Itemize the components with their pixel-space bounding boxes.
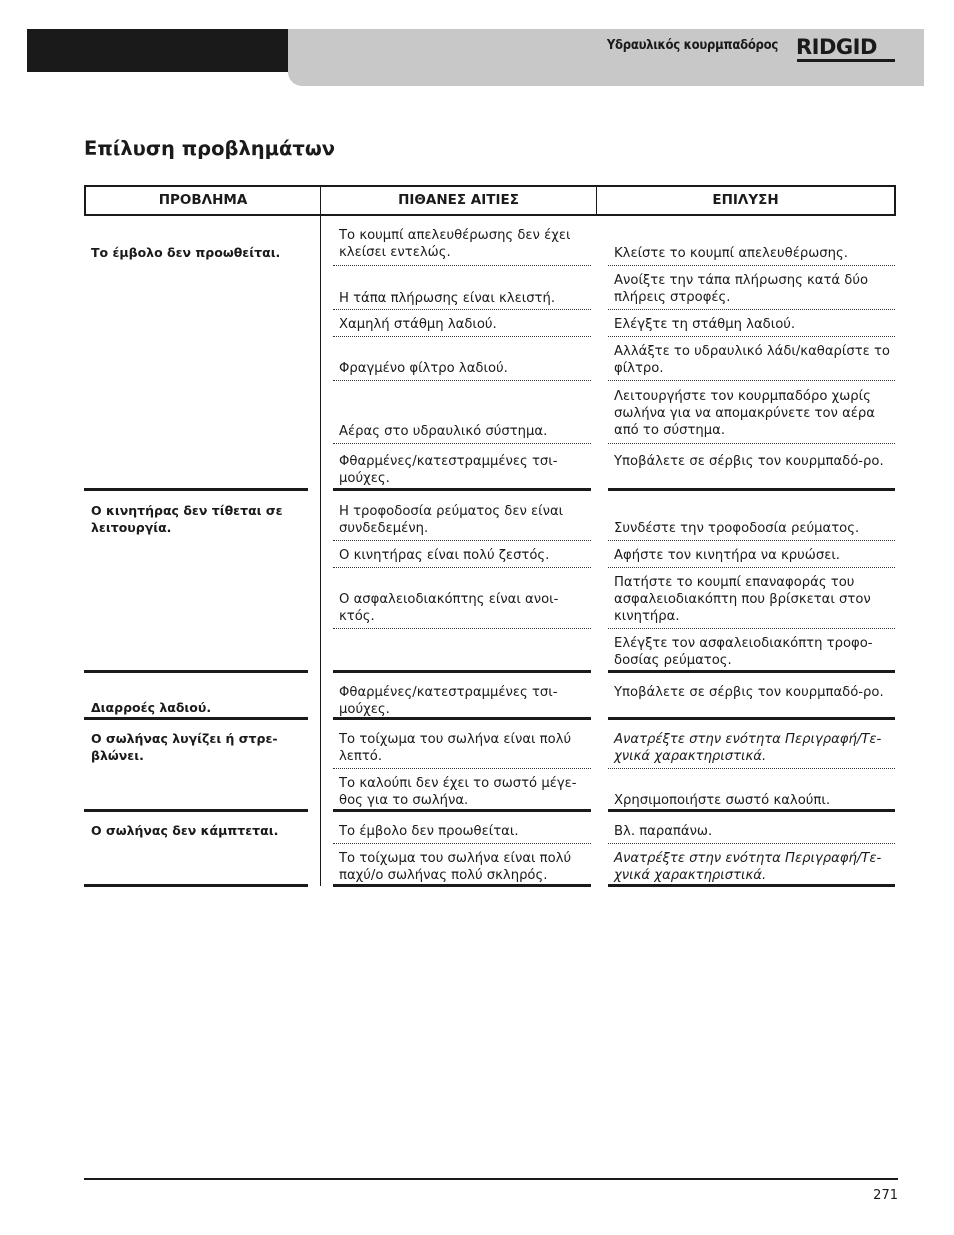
problem-cell: Ο κινητήρας δεν τίθεται σε λειτουργία. (91, 503, 283, 535)
solution-cell: Υποβάλετε σε σέρβις τον κουρμπαδό-ρο. (614, 454, 884, 469)
cause-cell: Το έμβολο δεν προωθείται. (339, 824, 519, 839)
row-separator (333, 628, 591, 629)
row-separator (608, 336, 895, 337)
group-separator (608, 809, 895, 812)
group-separator (84, 809, 308, 812)
header-title: Υδραυλικός κουρμπαδόρος (606, 38, 778, 53)
problem-cell: Ο σωλήνας λυγίζει ή στρε-βλώνει. (91, 731, 278, 763)
cause-cell: Η τροφοδοσία ρεύματος δεν είναι συνδεδεμένη. (339, 504, 564, 536)
row-separator (333, 443, 591, 444)
solution-cell: Ελέγξτε τον ασφαλειοδιακόπτη τροφο-δοσίας ρεύματος. (614, 636, 873, 668)
solution-cell: Βλ. παραπάνω. (614, 824, 713, 839)
group-separator (608, 717, 895, 720)
group-separator (333, 488, 591, 491)
cause-cell: Το κουμπί απελευθέρωσης δεν έχει κλείσει εντελώς. (339, 228, 571, 260)
ridgid-logo (796, 33, 898, 63)
solution-cell: Αλλάξτε το υδραυλικό λάδι/καθαρίστε το φίλτρο. (614, 344, 890, 376)
solution-cell: Συνδέστε την τροφοδοσία ρεύματος. (614, 521, 860, 536)
solution-cell: Ανατρέξτε στην ενότητα Περιγραφή/Τε-χνικά χαρακτηριστικά. (614, 851, 882, 883)
solution-cell: Χρησιμοποιήστε σωστό καλούπι. (614, 793, 831, 808)
solution-cell: Πατήστε το κουμπί επαναφοράς του ασφαλειοδιακόπτη που βρίσκεται στον κινητήρα. (614, 575, 871, 624)
footer-line (84, 1178, 898, 1180)
group-separator (608, 670, 895, 673)
row-separator (333, 768, 591, 769)
column-divider (320, 216, 321, 886)
cause-cell: Η τάπα πλήρωσης είναι κλειστή. (339, 291, 556, 306)
problem-cell: Διαρροές λαδιού. (91, 700, 212, 715)
row-separator (333, 843, 591, 844)
cause-cell: Ο κινητήρας είναι πολύ ζεστός. (339, 548, 550, 563)
group-separator (84, 717, 308, 720)
cause-cell: Το τοίχωμα του σωλήνα είναι πολύ λεπτό. (339, 732, 572, 764)
solution-cell: Ανατρέξτε στην ενότητα Περιγραφή/Τε-χνικά χαρακτηριστικά. (614, 732, 882, 764)
header-causes: ΠΙΘΑΝΕΣ ΑΙΤΙΕΣ (398, 192, 519, 208)
logo-text: RIDGID (796, 35, 877, 59)
group-separator (333, 670, 591, 673)
group-separator (84, 884, 308, 887)
row-separator (333, 567, 591, 568)
row-separator (608, 380, 895, 381)
problem-cell: Ο σωλήνας δεν κάμπτεται. (91, 823, 279, 838)
row-separator (333, 309, 591, 310)
page-number: 271 (873, 1188, 898, 1203)
row-separator (333, 265, 591, 266)
header-solution: ΕΠΙΛΥΣΗ (712, 192, 779, 208)
solution-cell: Ελέγξτε τη στάθμη λαδιού. (614, 317, 796, 332)
row-separator (333, 336, 591, 337)
logo-underline (797, 59, 895, 62)
row-separator (333, 540, 591, 541)
cause-cell: Το καλούπι δεν έχει το σωστό μέγε-θος για το σωλήνα. (339, 776, 577, 808)
group-separator (333, 884, 591, 887)
group-separator (84, 670, 308, 673)
table-header (84, 185, 896, 216)
solution-cell: Αφήστε τον κινητήρα να κρυώσει. (614, 548, 840, 563)
row-separator (608, 843, 895, 844)
page-title: Επίλυση προβλημάτων (84, 137, 336, 160)
cause-cell: Φθαρμένες/κατεστραμμένες τσι-μούχες. (339, 454, 558, 486)
group-separator (333, 717, 591, 720)
cause-cell: Φραγμένο φίλτρο λαδιού. (339, 361, 508, 376)
cause-cell: Χαμηλή στάθμη λαδιού. (339, 317, 497, 332)
row-separator (608, 309, 895, 310)
problem-cell: Το έμβολο δεν προωθείται. (91, 245, 281, 260)
solution-cell: Υποβάλετε σε σέρβις τον κουρμπαδό-ρο. (614, 685, 884, 700)
row-separator (608, 628, 895, 629)
group-separator (84, 488, 308, 491)
row-separator (608, 768, 895, 769)
row-separator (608, 443, 895, 444)
header-black-bar (27, 29, 288, 72)
row-separator (608, 540, 895, 541)
solution-cell: Ανοίξτε την τάπα πλήρωσης κατά δύο πλήρεις στροφές. (614, 273, 869, 305)
header-gray-tab (288, 72, 924, 86)
row-separator (608, 265, 895, 266)
group-separator (333, 809, 591, 812)
cause-cell: Το τοίχωμα του σωλήνα είναι πολύ παχύ/ο σωλήνας πολύ σκληρός. (339, 851, 572, 883)
row-separator (608, 567, 895, 568)
group-separator (608, 488, 895, 491)
row-separator (333, 380, 591, 381)
cause-cell: Αέρας στο υδραυλικό σύστημα. (339, 424, 548, 439)
group-separator (608, 884, 895, 887)
solution-cell: Κλείστε το κουμπί απελευθέρωσης. (614, 246, 848, 261)
cause-cell: Ο ασφαλειοδιακόπτης είναι ανοι-κτός. (339, 592, 559, 624)
solution-cell: Λειτουργήστε τον κουρμπαδόρο χωρίς σωλήνα για να απομακρύνετε τον αέρα από το σύστημα. (614, 389, 875, 438)
header-problem: ΠΡΟΒΛΗΜΑ (158, 192, 248, 208)
cause-cell: Φθαρμένες/κατεστραμμένες τσι-μούχες. (339, 685, 558, 717)
